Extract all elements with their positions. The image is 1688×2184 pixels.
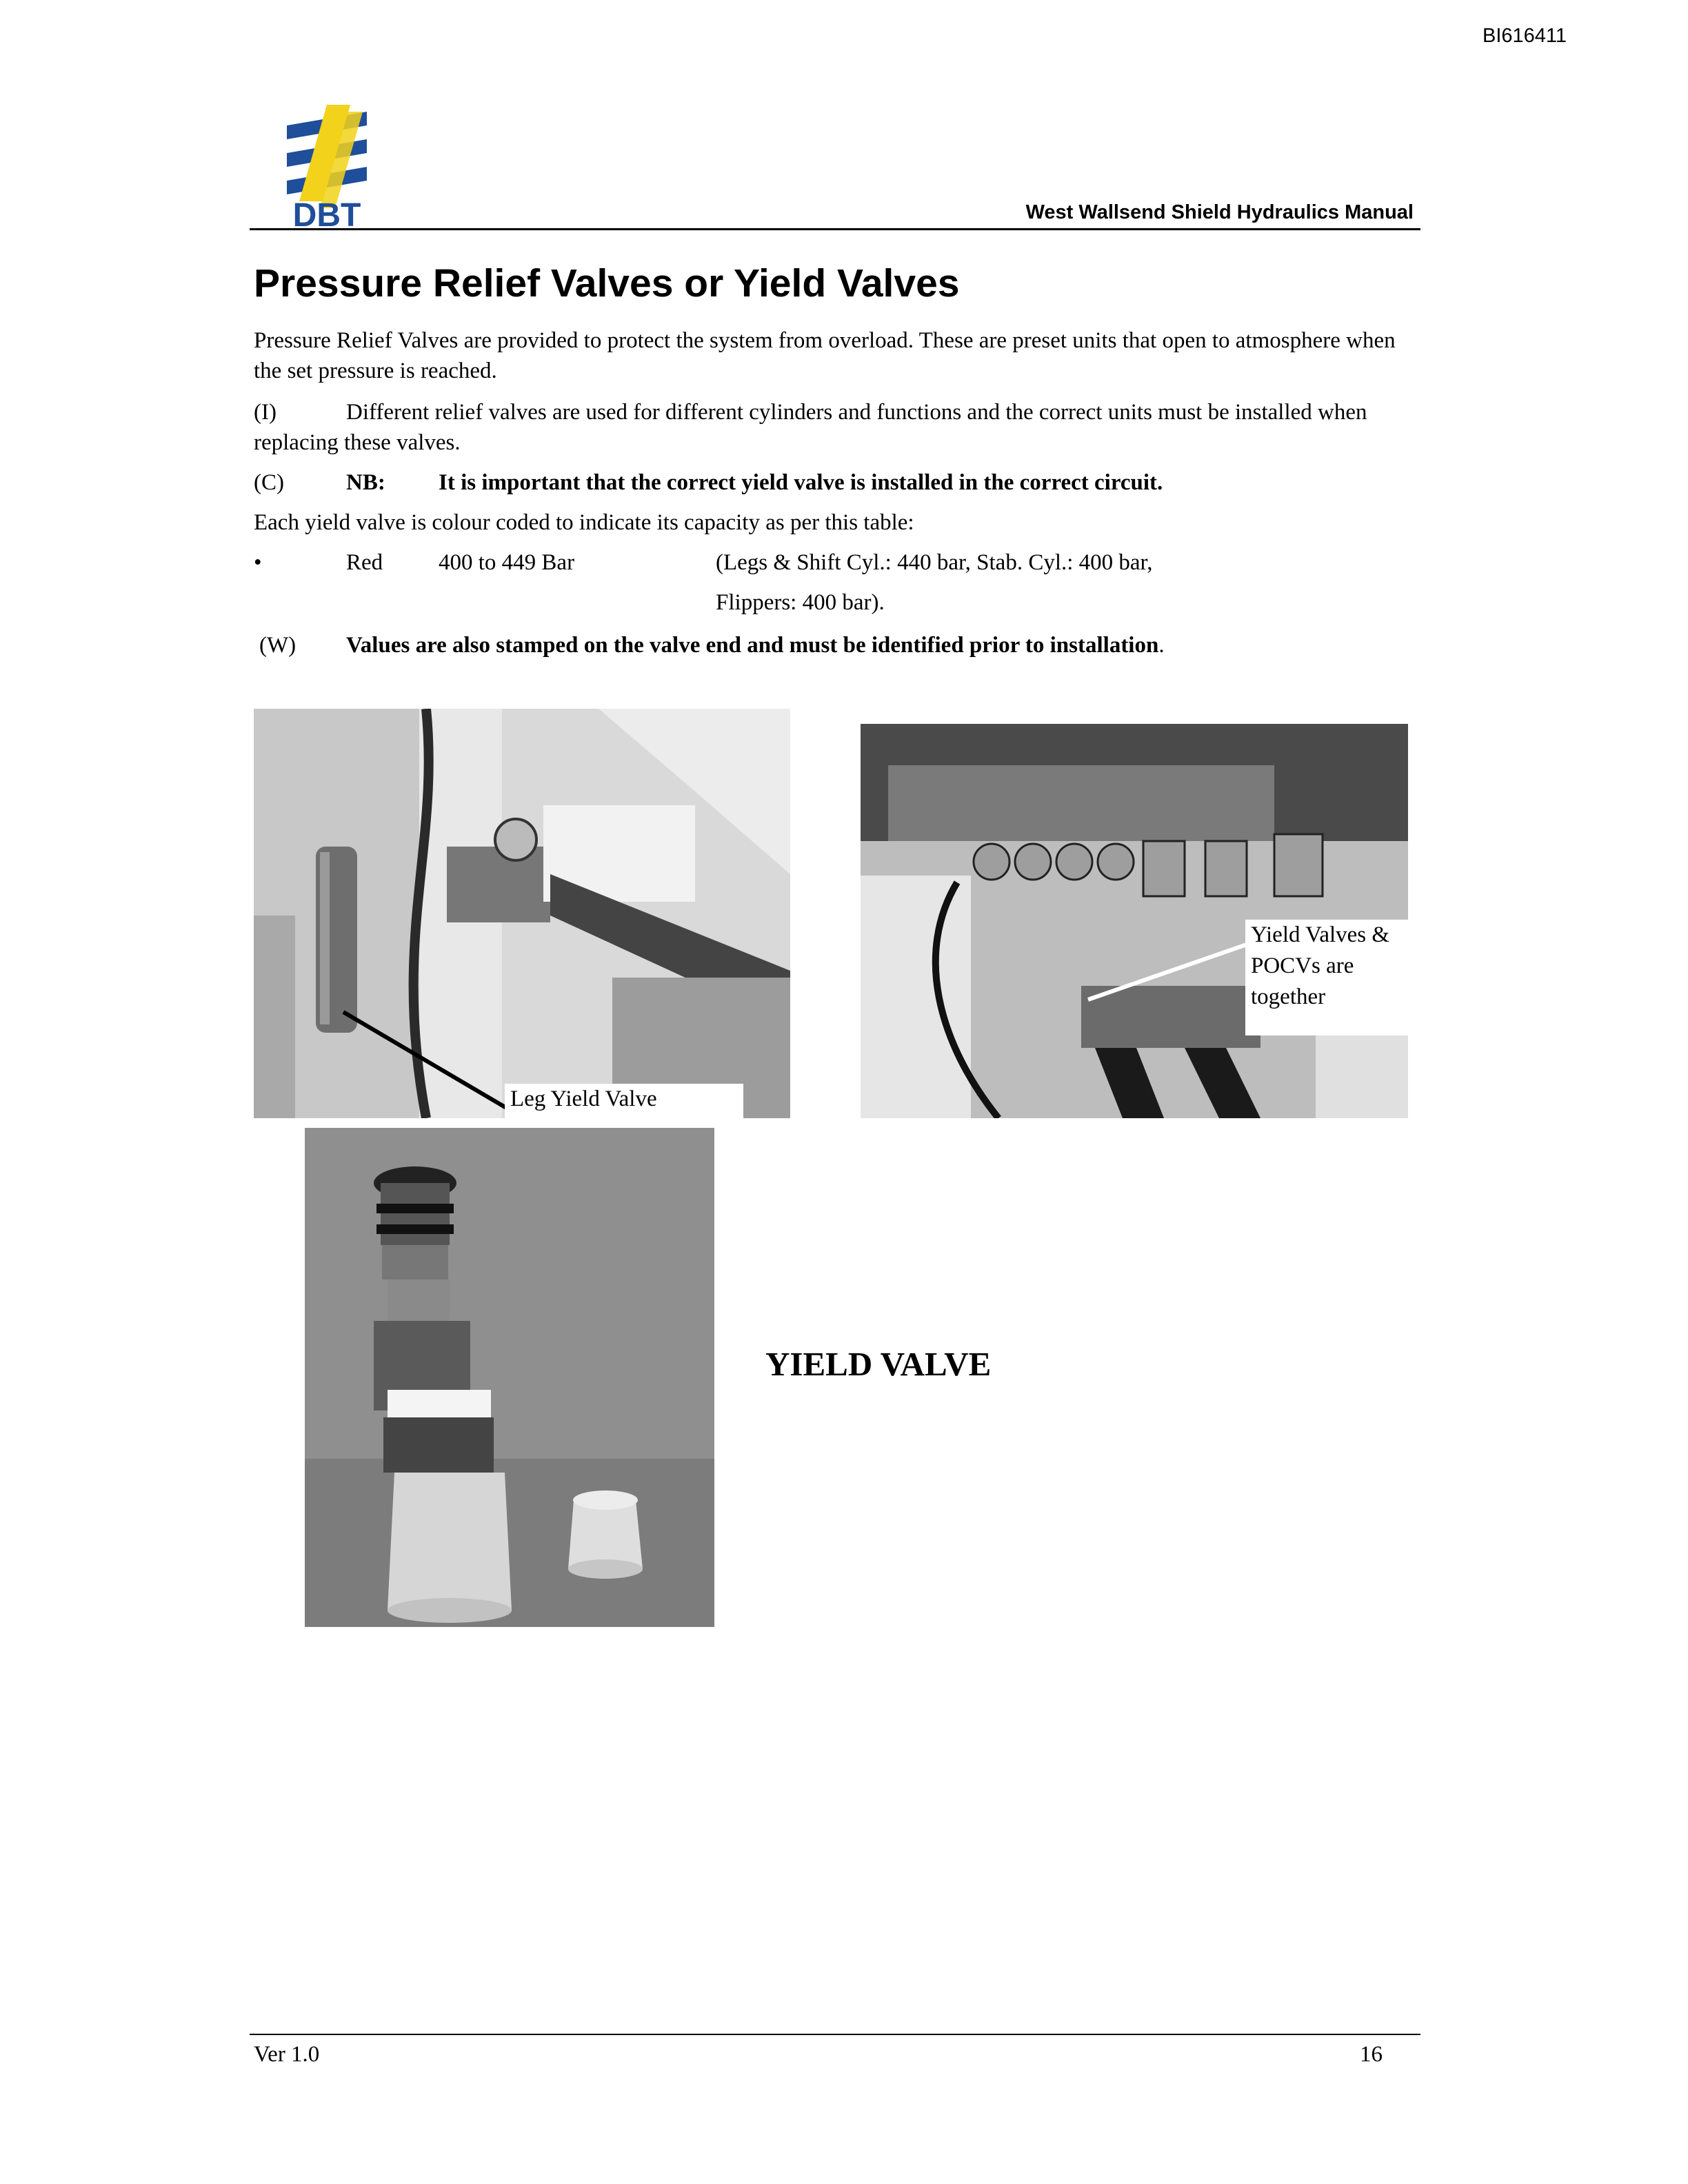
footer-version: Ver 1.0 bbox=[254, 2042, 320, 2067]
dbt-logo bbox=[279, 91, 375, 229]
logo-text: DBT bbox=[292, 197, 361, 229]
pocv-label-line-2: POCVs are bbox=[1251, 953, 1354, 978]
pocv-label-line-3: together bbox=[1251, 984, 1326, 1009]
header-title: West Wallsend Shield Hydraulics Manual bbox=[1025, 201, 1414, 223]
item-c-text: It is important that the correct yield valve is installed in the correct circuit. bbox=[439, 470, 1163, 495]
item-i-paragraph bbox=[254, 397, 1398, 458]
item-i-text: Different relief valves are used for different cylinders and functions and the correct units must be installed when replacing these valves. bbox=[254, 400, 1367, 455]
row-detail-1: (Legs & Shift Cyl.: 440 bar, Stab. Cyl.: 400 bar, bbox=[716, 550, 1153, 575]
header-rule bbox=[250, 228, 1420, 230]
item-w-text: Values are also stamped on the valve end and must be identified prior to installation bbox=[346, 633, 1159, 658]
bullet: • bbox=[254, 550, 262, 575]
footer-rule bbox=[250, 2034, 1420, 2035]
row-range: 400 to 449 Bar bbox=[439, 550, 575, 575]
item-c-paragraph bbox=[254, 467, 1426, 498]
item-w-marker: (W) bbox=[259, 633, 297, 658]
footer-page-number: 16 bbox=[1360, 2042, 1383, 2067]
colour-row bbox=[254, 547, 1426, 578]
row-detail-2: Flippers: 400 bar). bbox=[716, 590, 885, 615]
colour-intro: Each yield valve is colour coded to indicate its capacity as per this table: bbox=[254, 510, 914, 535]
item-w-paragraph bbox=[259, 630, 1431, 660]
leg-yield-valve-label: Leg Yield Valve bbox=[505, 1084, 743, 1120]
page-title: Pressure Relief Valves or Yield Valves bbox=[254, 261, 960, 305]
document-id: BI616411 bbox=[1483, 25, 1567, 47]
item-c-marker: (C) bbox=[254, 470, 284, 495]
yield-valve-title: YIELD VALVE bbox=[765, 1345, 992, 1383]
yield-valves-pocv-label bbox=[1245, 920, 1429, 1035]
item-w-end: . bbox=[1158, 633, 1165, 658]
item-i-marker: (I) bbox=[254, 400, 277, 425]
intro-paragraph: Pressure Relief Valves are provided to protect the system from overload. These are preset units that open to atmosphere when the set pressure is reached. bbox=[254, 328, 1396, 383]
dbt-logo-mark bbox=[279, 91, 375, 229]
pocv-label-line-1: Yield Valves & bbox=[1251, 922, 1390, 947]
item-c-nb: NB: bbox=[346, 470, 385, 495]
row-colour: Red bbox=[346, 550, 383, 575]
leg-yield-valve-photo bbox=[254, 709, 790, 1118]
yield-valve-closeup-photo bbox=[305, 1128, 714, 1627]
